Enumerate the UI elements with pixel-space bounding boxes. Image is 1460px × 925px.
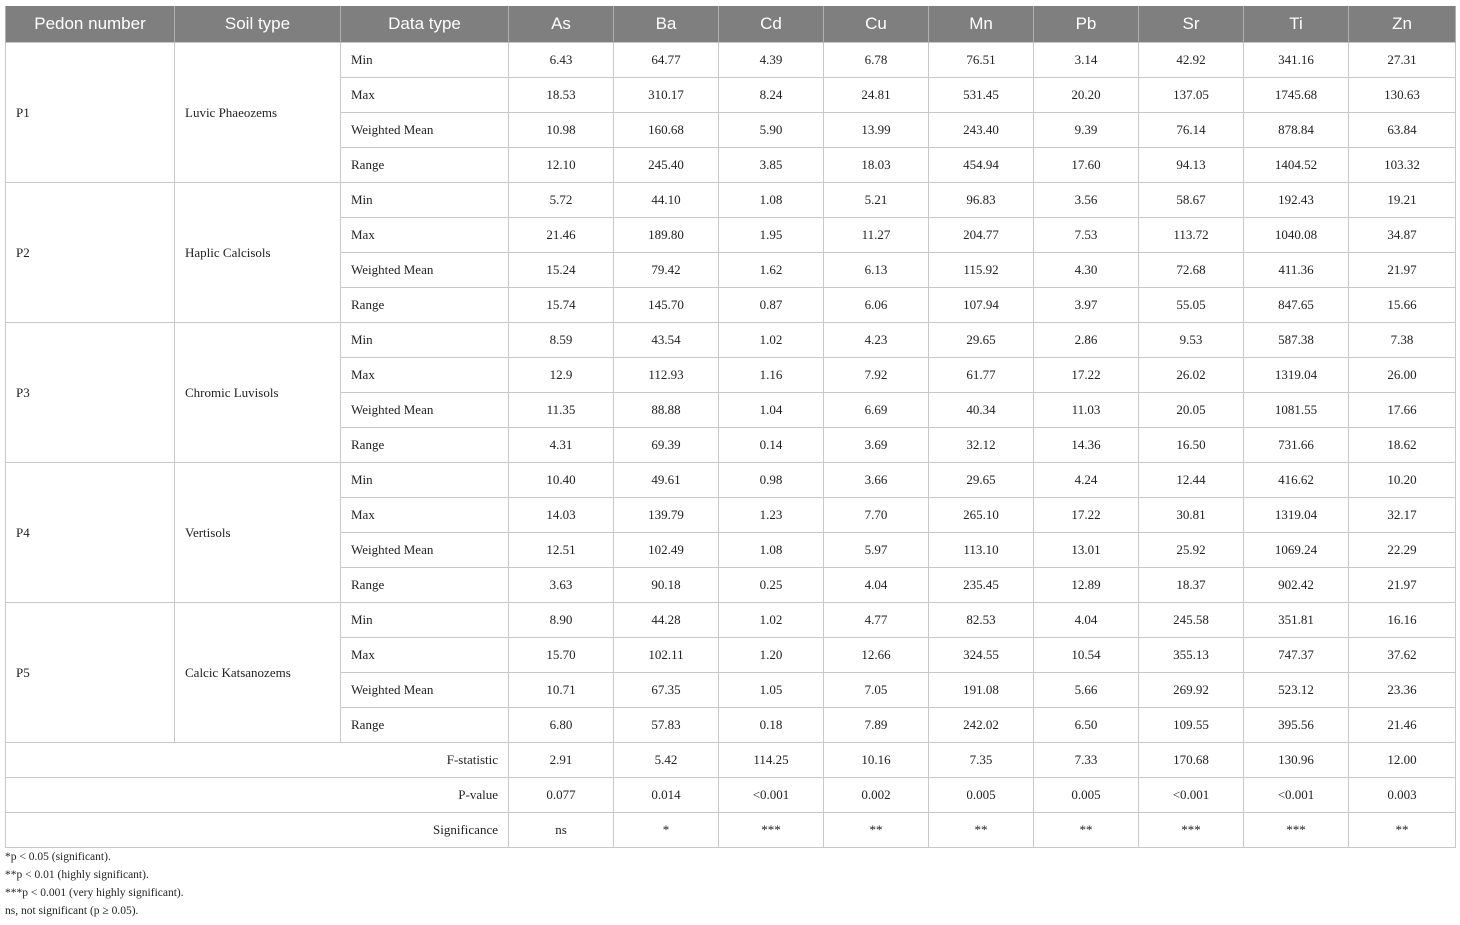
value-cell: 96.83 [929,183,1034,218]
data-type-cell: Range [341,428,509,463]
value-cell: 731.66 [1244,428,1349,463]
value-cell: 5.90 [719,113,824,148]
value-cell: 411.36 [1244,253,1349,288]
value-cell: 310.17 [614,78,719,113]
header-row [6,6,1456,43]
table-body [6,43,1456,848]
value-cell: 1069.24 [1244,533,1349,568]
value-cell: 115.92 [929,253,1034,288]
value-cell: 13.99 [824,113,929,148]
stats-value-cell: ns [509,813,614,848]
value-cell: 17.66 [1349,393,1456,428]
value-cell: 1745.68 [1244,78,1349,113]
table-footnotes [5,848,184,920]
data-type-cell: Range [341,708,509,743]
value-cell: 67.35 [614,673,719,708]
value-cell: 245.40 [614,148,719,183]
value-cell: 145.70 [614,288,719,323]
value-cell: 4.04 [1034,603,1139,638]
value-cell: 21.97 [1349,253,1456,288]
stats-label-cell: P-value [6,778,509,813]
column-header: As [509,6,614,43]
stats-value-cell: 5.42 [614,743,719,778]
stats-value-cell: 0.002 [824,778,929,813]
value-cell: 88.88 [614,393,719,428]
stats-value-cell: 7.35 [929,743,1034,778]
column-header: Cd [719,6,824,43]
value-cell: 3.85 [719,148,824,183]
value-cell: 103.32 [1349,148,1456,183]
column-header: Ba [614,6,719,43]
value-cell: 17.60 [1034,148,1139,183]
stats-value-cell: ** [929,813,1034,848]
pedon-number-cell: P4 [6,463,175,603]
table-row [6,463,1456,498]
value-cell: 12.10 [509,148,614,183]
value-cell: 15.24 [509,253,614,288]
stats-value-cell: <0.001 [719,778,824,813]
stats-label-cell: Significance [6,813,509,848]
soil-type-cell: Calcic Katsanozems [175,603,341,743]
footnote: ns, not significant (p ≥ 0.05). [5,905,139,917]
value-cell: 11.35 [509,393,614,428]
value-cell: 18.53 [509,78,614,113]
data-type-cell: Min [341,463,509,498]
value-cell: 8.24 [719,78,824,113]
value-cell: 113.10 [929,533,1034,568]
value-cell: 7.05 [824,673,929,708]
footnote: **p < 0.01 (highly significant). [5,869,149,881]
value-cell: 4.31 [509,428,614,463]
footnote: *p < 0.05 (significant). [5,851,111,863]
soil-type-cell: Chromic Luvisols [175,323,341,463]
data-type-cell: Min [341,43,509,78]
value-cell: 32.17 [1349,498,1456,533]
stats-value-cell: <0.001 [1139,778,1244,813]
pedon-number-cell: P5 [6,603,175,743]
stats-value-cell: ** [1034,813,1139,848]
value-cell: 1319.04 [1244,358,1349,393]
value-cell: 94.13 [1139,148,1244,183]
value-cell: 3.97 [1034,288,1139,323]
value-cell: 5.97 [824,533,929,568]
value-cell: 18.37 [1139,568,1244,603]
value-cell: 82.53 [929,603,1034,638]
value-cell: 1.08 [719,533,824,568]
stats-row [6,813,1456,848]
value-cell: 3.14 [1034,43,1139,78]
value-cell: 9.53 [1139,323,1244,358]
table-row [6,323,1456,358]
stats-value-cell: 0.005 [1034,778,1139,813]
value-cell: 63.84 [1349,113,1456,148]
value-cell: 587.38 [1244,323,1349,358]
data-type-cell: Min [341,183,509,218]
value-cell: 10.71 [509,673,614,708]
value-cell: 5.72 [509,183,614,218]
value-cell: 5.21 [824,183,929,218]
stats-value-cell: 2.91 [509,743,614,778]
value-cell: 57.83 [614,708,719,743]
value-cell: 29.65 [929,323,1034,358]
value-cell: 189.80 [614,218,719,253]
value-cell: 14.03 [509,498,614,533]
value-cell: 1319.04 [1244,498,1349,533]
value-cell: 351.81 [1244,603,1349,638]
value-cell: 160.68 [614,113,719,148]
value-cell: 8.90 [509,603,614,638]
value-cell: 12.89 [1034,568,1139,603]
value-cell: 878.84 [1244,113,1349,148]
value-cell: 6.13 [824,253,929,288]
value-cell: 61.77 [929,358,1034,393]
value-cell: 12.51 [509,533,614,568]
value-cell: 32.12 [929,428,1034,463]
value-cell: 42.92 [1139,43,1244,78]
column-header: Ti [1244,6,1349,43]
data-type-cell: Weighted Mean [341,673,509,708]
data-type-cell: Range [341,568,509,603]
value-cell: 21.46 [1349,708,1456,743]
column-header: Pedon number [6,6,175,43]
value-cell: 0.87 [719,288,824,323]
footnote: ***p < 0.001 (very highly significant). [5,887,184,899]
value-cell: 26.02 [1139,358,1244,393]
value-cell: 6.80 [509,708,614,743]
data-type-cell: Weighted Mean [341,393,509,428]
value-cell: 1.62 [719,253,824,288]
value-cell: 4.24 [1034,463,1139,498]
column-header: Zn [1349,6,1456,43]
value-cell: 6.43 [509,43,614,78]
value-cell: 1081.55 [1244,393,1349,428]
value-cell: 44.10 [614,183,719,218]
data-type-cell: Weighted Mean [341,113,509,148]
value-cell: 18.62 [1349,428,1456,463]
value-cell: 0.18 [719,708,824,743]
value-cell: 416.62 [1244,463,1349,498]
stats-value-cell: 0.003 [1349,778,1456,813]
value-cell: 11.27 [824,218,929,253]
value-cell: 9.39 [1034,113,1139,148]
value-cell: 0.98 [719,463,824,498]
value-cell: 10.98 [509,113,614,148]
data-type-cell: Max [341,78,509,113]
value-cell: 20.05 [1139,393,1244,428]
value-cell: 17.22 [1034,498,1139,533]
value-cell: 847.65 [1244,288,1349,323]
value-cell: 107.94 [929,288,1034,323]
stats-value-cell: 12.00 [1349,743,1456,778]
value-cell: 102.11 [614,638,719,673]
table-row [6,603,1456,638]
value-cell: 191.08 [929,673,1034,708]
value-cell: 1.05 [719,673,824,708]
value-cell: 17.22 [1034,358,1139,393]
value-cell: 0.25 [719,568,824,603]
value-cell: 3.66 [824,463,929,498]
value-cell: 1.16 [719,358,824,393]
value-cell: 12.66 [824,638,929,673]
column-header: Sr [1139,6,1244,43]
value-cell: 14.36 [1034,428,1139,463]
stats-value-cell: <0.001 [1244,778,1349,813]
value-cell: 43.54 [614,323,719,358]
value-cell: 21.46 [509,218,614,253]
value-cell: 112.93 [614,358,719,393]
value-cell: 4.23 [824,323,929,358]
stats-value-cell: ** [824,813,929,848]
value-cell: 6.50 [1034,708,1139,743]
value-cell: 7.53 [1034,218,1139,253]
stats-value-cell: 7.33 [1034,743,1139,778]
value-cell: 8.59 [509,323,614,358]
value-cell: 58.67 [1139,183,1244,218]
value-cell: 10.20 [1349,463,1456,498]
stats-value-cell: *** [1139,813,1244,848]
value-cell: 6.69 [824,393,929,428]
value-cell: 76.51 [929,43,1034,78]
column-header: Pb [1034,6,1139,43]
value-cell: 26.00 [1349,358,1456,393]
value-cell: 1040.08 [1244,218,1349,253]
data-type-cell: Max [341,218,509,253]
stats-value-cell: 130.96 [1244,743,1349,778]
value-cell: 69.39 [614,428,719,463]
value-cell: 265.10 [929,498,1034,533]
value-cell: 6.78 [824,43,929,78]
stats-value-cell: 114.25 [719,743,824,778]
value-cell: 204.77 [929,218,1034,253]
value-cell: 12.44 [1139,463,1244,498]
value-cell: 19.21 [1349,183,1456,218]
column-header: Cu [824,6,929,43]
stats-value-cell: ** [1349,813,1456,848]
value-cell: 113.72 [1139,218,1244,253]
value-cell: 37.62 [1349,638,1456,673]
value-cell: 29.65 [929,463,1034,498]
stats-value-cell: * [614,813,719,848]
value-cell: 102.49 [614,533,719,568]
value-cell: 1.08 [719,183,824,218]
value-cell: 454.94 [929,148,1034,183]
table-container [5,6,1455,848]
value-cell: 64.77 [614,43,719,78]
data-type-cell: Max [341,498,509,533]
data-type-cell: Max [341,358,509,393]
value-cell: 355.13 [1139,638,1244,673]
value-cell: 269.92 [1139,673,1244,708]
data-type-cell: Min [341,323,509,358]
value-cell: 10.54 [1034,638,1139,673]
value-cell: 34.87 [1349,218,1456,253]
value-cell: 3.69 [824,428,929,463]
soil-type-cell: Vertisols [175,463,341,603]
stats-value-cell: *** [1244,813,1349,848]
value-cell: 24.81 [824,78,929,113]
stats-value-cell: 0.077 [509,778,614,813]
value-cell: 4.39 [719,43,824,78]
table-header [6,6,1456,43]
soil-type-cell: Luvic Phaeozems [175,43,341,183]
value-cell: 20.20 [1034,78,1139,113]
value-cell: 7.70 [824,498,929,533]
column-header: Soil type [175,6,341,43]
value-cell: 49.61 [614,463,719,498]
value-cell: 3.56 [1034,183,1139,218]
value-cell: 235.45 [929,568,1034,603]
value-cell: 139.79 [614,498,719,533]
value-cell: 747.37 [1244,638,1349,673]
value-cell: 341.16 [1244,43,1349,78]
value-cell: 1.02 [719,603,824,638]
heavy-metal-statistics-table [5,6,1456,848]
value-cell: 324.55 [929,638,1034,673]
value-cell: 11.03 [1034,393,1139,428]
pedon-number-cell: P3 [6,323,175,463]
value-cell: 243.40 [929,113,1034,148]
value-cell: 72.68 [1139,253,1244,288]
value-cell: 55.05 [1139,288,1244,323]
soil-type-cell: Haplic Calcisols [175,183,341,323]
data-type-cell: Range [341,288,509,323]
column-header: Mn [929,6,1034,43]
stats-value-cell: 170.68 [1139,743,1244,778]
value-cell: 1.95 [719,218,824,253]
value-cell: 10.40 [509,463,614,498]
value-cell: 21.97 [1349,568,1456,603]
stats-row [6,743,1456,778]
column-header: Data type [341,6,509,43]
data-type-cell: Weighted Mean [341,533,509,568]
value-cell: 4.04 [824,568,929,603]
value-cell: 7.38 [1349,323,1456,358]
value-cell: 13.01 [1034,533,1139,568]
value-cell: 2.86 [1034,323,1139,358]
value-cell: 5.66 [1034,673,1139,708]
value-cell: 18.03 [824,148,929,183]
value-cell: 90.18 [614,568,719,603]
value-cell: 15.66 [1349,288,1456,323]
value-cell: 3.63 [509,568,614,603]
value-cell: 1.02 [719,323,824,358]
value-cell: 12.9 [509,358,614,393]
value-cell: 7.89 [824,708,929,743]
pedon-number-cell: P1 [6,43,175,183]
value-cell: 4.77 [824,603,929,638]
value-cell: 242.02 [929,708,1034,743]
value-cell: 137.05 [1139,78,1244,113]
value-cell: 76.14 [1139,113,1244,148]
value-cell: 4.30 [1034,253,1139,288]
value-cell: 22.29 [1349,533,1456,568]
value-cell: 1.20 [719,638,824,673]
value-cell: 531.45 [929,78,1034,113]
data-type-cell: Range [341,148,509,183]
value-cell: 1404.52 [1244,148,1349,183]
value-cell: 30.81 [1139,498,1244,533]
value-cell: 109.55 [1139,708,1244,743]
pedon-number-cell: P2 [6,183,175,323]
value-cell: 16.16 [1349,603,1456,638]
value-cell: 7.92 [824,358,929,393]
data-type-cell: Weighted Mean [341,253,509,288]
value-cell: 15.74 [509,288,614,323]
stats-label-cell: F-statistic [6,743,509,778]
table-row [6,183,1456,218]
value-cell: 1.23 [719,498,824,533]
value-cell: 0.14 [719,428,824,463]
value-cell: 15.70 [509,638,614,673]
stats-value-cell: *** [719,813,824,848]
value-cell: 192.43 [1244,183,1349,218]
table-row [6,43,1456,78]
value-cell: 44.28 [614,603,719,638]
value-cell: 6.06 [824,288,929,323]
value-cell: 16.50 [1139,428,1244,463]
value-cell: 395.56 [1244,708,1349,743]
value-cell: 79.42 [614,253,719,288]
value-cell: 245.58 [1139,603,1244,638]
stats-value-cell: 0.005 [929,778,1034,813]
stats-row [6,778,1456,813]
data-type-cell: Max [341,638,509,673]
data-type-cell: Min [341,603,509,638]
value-cell: 130.63 [1349,78,1456,113]
value-cell: 902.42 [1244,568,1349,603]
value-cell: 23.36 [1349,673,1456,708]
value-cell: 40.34 [929,393,1034,428]
value-cell: 1.04 [719,393,824,428]
value-cell: 25.92 [1139,533,1244,568]
value-cell: 523.12 [1244,673,1349,708]
value-cell: 27.31 [1349,43,1456,78]
stats-value-cell: 0.014 [614,778,719,813]
stats-value-cell: 10.16 [824,743,929,778]
